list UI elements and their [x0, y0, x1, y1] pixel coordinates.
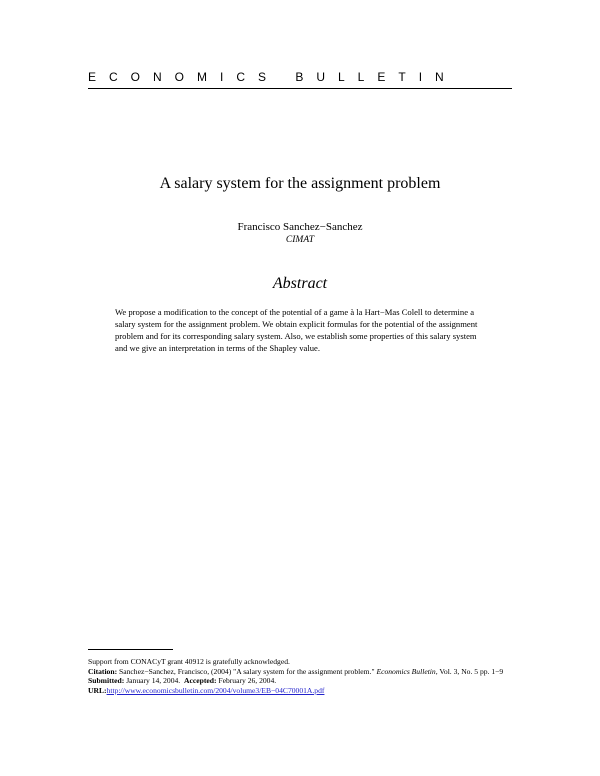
footnote-divider — [88, 649, 173, 650]
journal-header: ECONOMICS BULLETIN — [88, 70, 457, 84]
support-note: Support from CONACyT grant 40912 is gratefully acknowledged. — [88, 657, 290, 666]
citation-text: Sanchez−Sanchez, Francisco, (2004) "A salary system for the assignment problem." — [119, 666, 375, 676]
citation-note — [88, 667, 512, 677]
accepted-label: Accepted: — [184, 676, 217, 685]
paper-url-link[interactable]: http://www.economicsbulletin.com/2004/volume3/EB−04C70001A.pdf — [106, 685, 325, 695]
header-divider — [88, 88, 512, 89]
submitted-label: Submitted: — [88, 676, 125, 685]
citation-rest: Vol. 3, No. 5 pp. 1−9 — [439, 666, 504, 676]
url-label: URL: — [88, 685, 107, 695]
submitted-date: January 14, 2004. — [126, 676, 181, 685]
citation-journal: Economics Bulletin, — [376, 666, 438, 676]
url-note — [88, 686, 512, 696]
abstract-heading: Abstract — [272, 275, 328, 292]
paper-title: A salary system for the assignment problem — [159, 175, 441, 192]
abstract-body: We propose a modification to the concept of the potential of a game à la Hart−Mas Colell to determine a salary system for the assignment problem. We obtain explicit formulas for the potential of the assignment problem and for its corresponding salary system. Also, we establish some properties of this salary system and we give an interpretation in terms of the Shapley value. — [115, 307, 478, 353]
citation-label: Citation: — [88, 666, 118, 676]
author-name: Francisco Sanchez−Sanchez — [237, 221, 363, 233]
dates-note — [88, 676, 512, 686]
author-affiliation: CIMAT — [285, 235, 315, 245]
accepted-date: February 26, 2004. — [218, 676, 277, 685]
footnotes — [88, 657, 512, 695]
